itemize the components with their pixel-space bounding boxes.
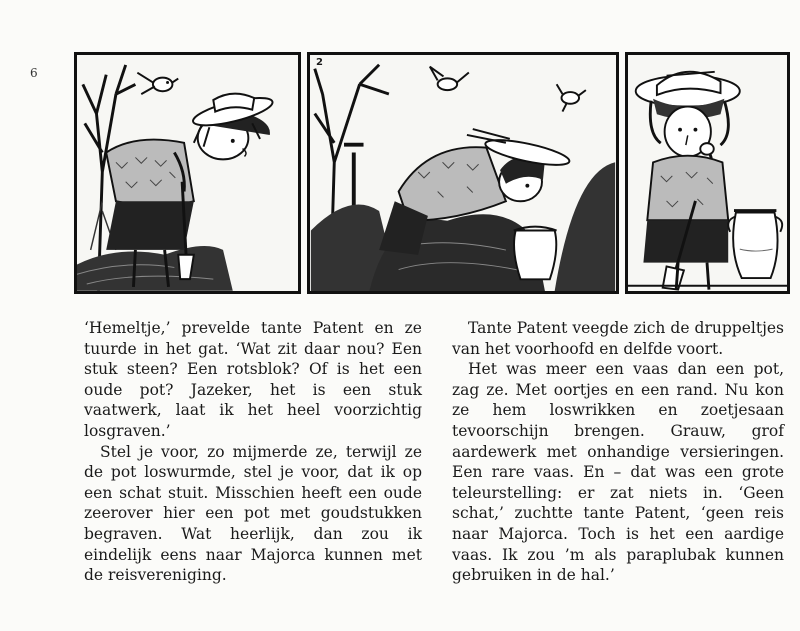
- text-column-right: [452, 318, 784, 586]
- comic-panel-1: [74, 52, 301, 294]
- bird-icon: [430, 67, 469, 90]
- comic-panel-2: [307, 52, 619, 294]
- panel-3-illustration: [628, 55, 787, 291]
- paragraph: Stel je voor, zo mijmerde ze, terwijl ze de pot loswurmde, stel je voor, dat ik op een schat stuit. Misschien heeft een oude zeerover hier een pot met goudstukken begraven. Wat heerlijk, dan zou ik eindelijk eens naar Majorca kunnen met de reisvereniging.: [84, 442, 422, 585]
- vase-icon: [728, 211, 782, 278]
- bird-icon: [137, 73, 178, 94]
- panel-number: 2: [316, 57, 323, 68]
- paragraph: ‘Hemeltje,’ prevelde tante Patent en ze tuurde in het gat. ‘Wat zit daar nou? Een stuk steen? Een rotsblok? Of is het een oude pot? Jazeker, het is een stuk vaatwerk, laat ik het heel voorzichtig losgraven.’: [84, 319, 422, 440]
- panel-1-illustration: [77, 55, 298, 291]
- bird-icon: [557, 84, 586, 111]
- text-column-left: [84, 318, 422, 586]
- paragraph: Het was meer een vaas dan een pot, zag ze. Met oortjes en een rand. Nu kon ze hem loswrikken en zoetjesaan tevoorschijn brengen. Grauw, grof aardewerk met onhandige versieringen. Een rare vaas. En – dat was een grote teleurstelling: er zat niets in. ‘Geen schat,’ zuchtte tante Patent, ‘geen reis naar Majorca. Toch is het een aardige vaas. Ik zou ’m als paraplubak kunnen gebruiken in de hal.’: [452, 360, 784, 585]
- page-number: 6: [30, 66, 38, 80]
- comic-panel-3: [625, 52, 790, 294]
- comic-strip: [74, 52, 790, 294]
- panel-2-illustration: [310, 55, 616, 291]
- paragraph: Tante Patent veegde zich de druppeltjes van het voorhoofd en delfde voort.: [452, 319, 784, 358]
